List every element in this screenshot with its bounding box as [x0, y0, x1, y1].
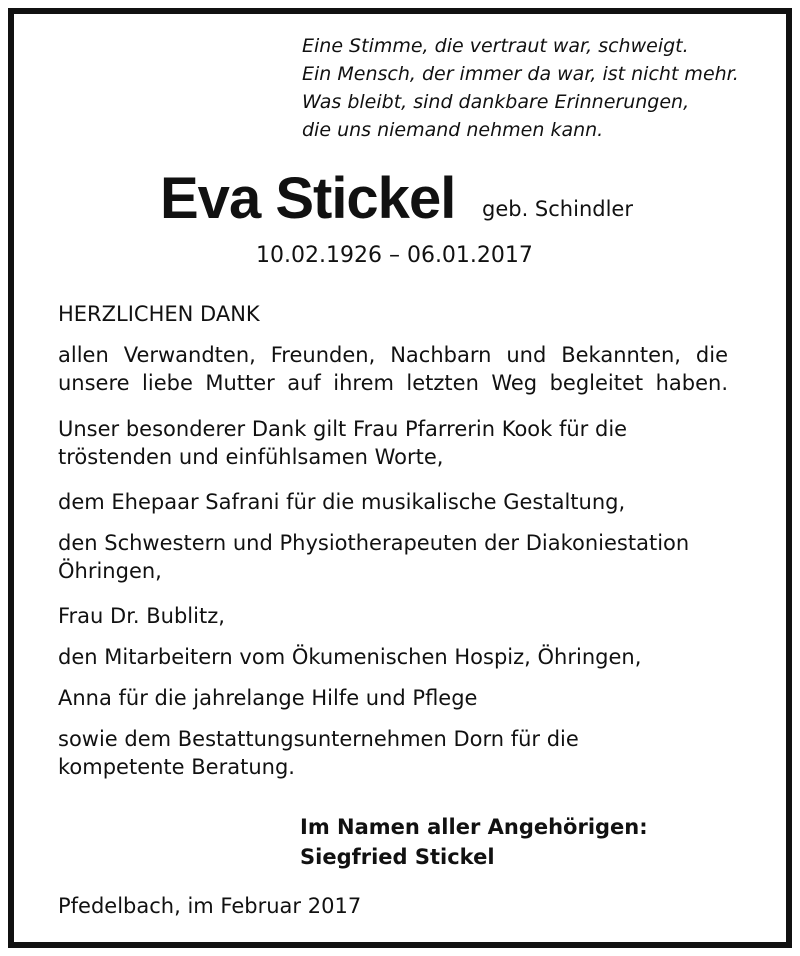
signature-intro: Im Namen aller Angehörigen:	[300, 815, 648, 839]
thanks-line: Anna für die jahrelange Hilfe und Pflege	[58, 686, 478, 710]
maiden-name: geb. Schindler	[482, 197, 633, 221]
life-dates: 10.02.1926 – 06.01.2017	[256, 243, 533, 268]
deceased-name: Eva Stickel	[160, 166, 456, 231]
thanks-heading: HERZLICHEN DANK	[58, 302, 260, 326]
thanks-paragraph	[58, 725, 728, 781]
memorial-poem	[302, 32, 739, 144]
thanks-line: den Schwestern und Physiotherapeuten der Diakoniestation	[58, 531, 690, 555]
thanks-line: allen Verwandten, Freunden, Nachbarn und Bekannten, die	[58, 343, 728, 367]
thanks-line: Frau Dr. Bublitz,	[58, 604, 225, 628]
thanks-line: den Mitarbeitern vom Ökumenischen Hospiz, Öhringen,	[58, 645, 642, 669]
poem-line: die uns niemand nehmen kann.	[302, 119, 604, 141]
thanks-paragraph	[58, 415, 728, 471]
thanks-paragraph	[58, 529, 728, 585]
poem-line: Was bleibt, sind dankbare Erinnerungen,	[302, 91, 690, 113]
thanks-line: unsere liebe Mutter auf ihrem letzten Weg begleitet haben.	[58, 371, 728, 395]
poem-line: Eine Stimme, die vertraut war, schweigt.	[302, 35, 689, 57]
poem-line: Ein Mensch, der immer da war, ist nicht mehr.	[302, 63, 739, 85]
thanks-line: dem Ehepaar Safrani für die musikalische Gestaltung,	[58, 490, 626, 514]
signature-name: Siegfried Stickel	[300, 845, 495, 869]
thanks-line: kompetente Beratung.	[58, 755, 295, 779]
thanks-line: Unser besonderer Dank gilt Frau Pfarrerin Kook für die	[58, 417, 628, 441]
thanks-line: sowie dem Bestattungsunternehmen Dorn für die	[58, 727, 579, 751]
thanks-paragraph	[58, 341, 728, 397]
thanks-line: Öhringen,	[58, 559, 162, 583]
place-date: Pfedelbach, im Februar 2017	[58, 894, 362, 918]
thanks-line: tröstenden und einfühlsamen Worte,	[58, 445, 444, 469]
notice-border	[8, 8, 792, 948]
